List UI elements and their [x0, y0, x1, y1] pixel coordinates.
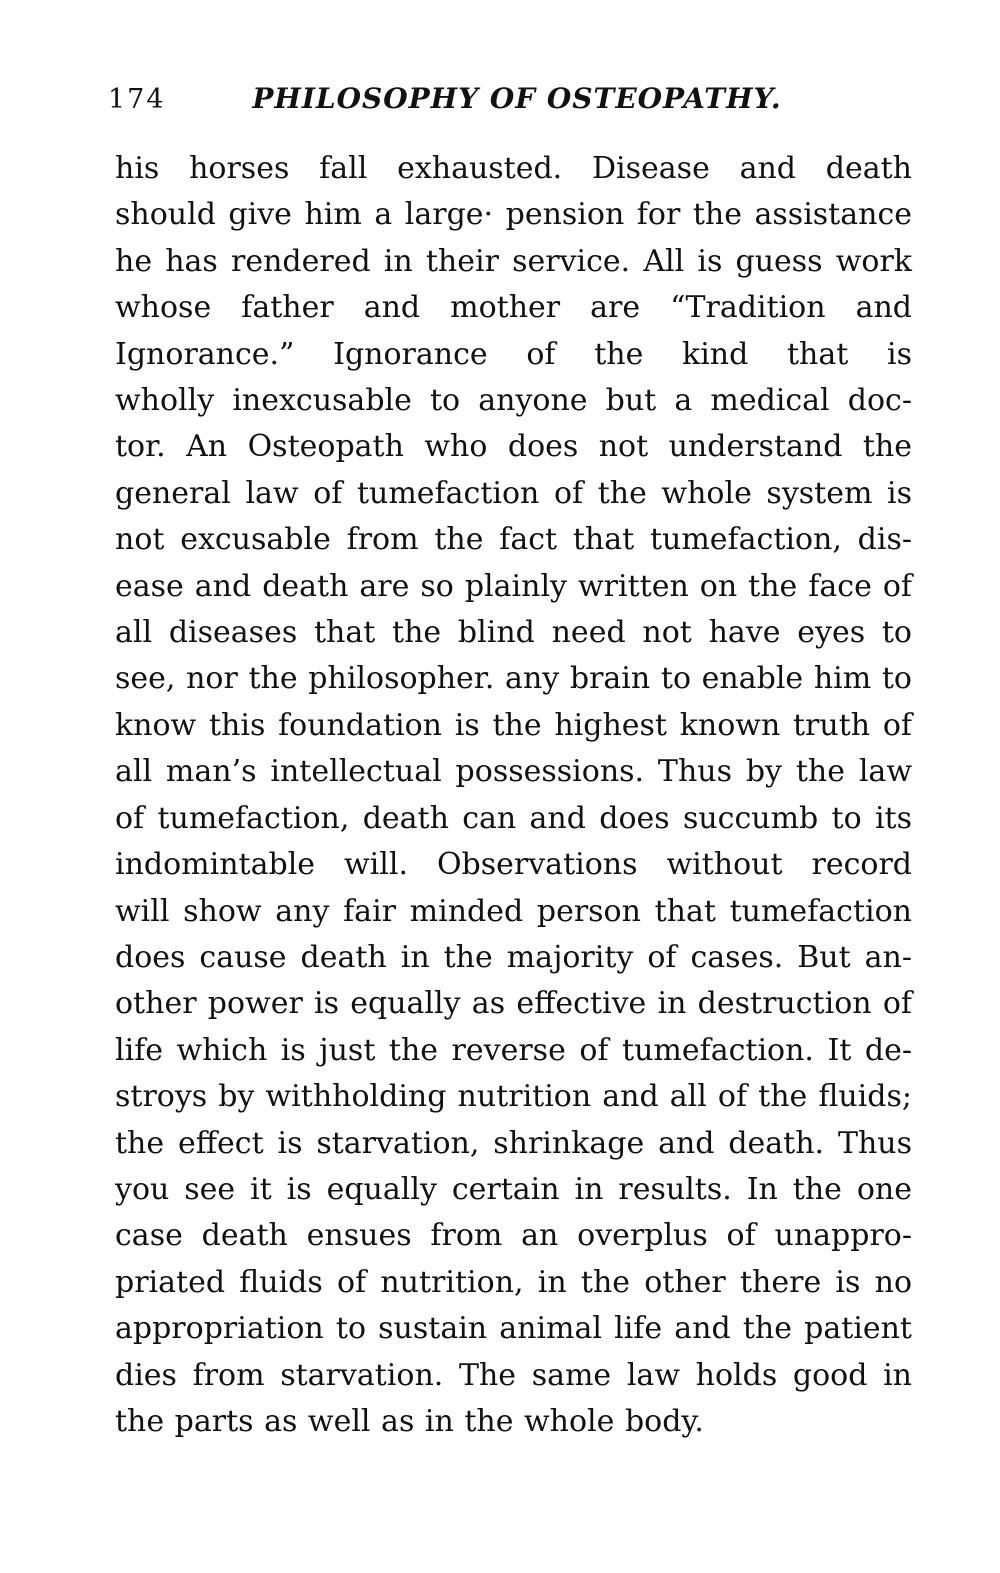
text-line: life which is just the reverse of tumefaction. It de- [115, 1032, 912, 1068]
text-line: priated fluids of nutrition, in the other there is no [115, 1264, 912, 1300]
text-line: the effect is starvation, shrinkage and death. Thus [115, 1125, 912, 1161]
text-line: will show any fair minded person that tumefaction [115, 893, 912, 929]
text-line: the parts as well as in the whole body. [115, 1403, 704, 1439]
text-line: general law of tumefaction of the whole system is [115, 475, 912, 511]
text-line: case death ensues from an overplus of unappro- [115, 1218, 912, 1254]
text-line: wholly inexcusable to anyone but a medical doc- [115, 383, 912, 419]
text-line: stroys by withholding nutrition and all of the fluids; [115, 1079, 912, 1115]
page-header [0, 82, 1000, 118]
text-line: he has rendered in their service. All is guess work [115, 243, 912, 279]
text-line: ease and death are so plainly written on the face of [115, 568, 912, 604]
text-line: dies from starvation. The same law holds good in [115, 1357, 912, 1393]
text-line: other power is equally as effective in destruction of [115, 986, 912, 1022]
text-line: tor. An Osteopath who does not understand the [115, 429, 912, 465]
text-line: you see it is equally certain in results. In the one [115, 1171, 912, 1207]
text-line: whose father and mother are “Tradition and [115, 290, 912, 326]
text-line: all man’s intellectual possessions. Thus by the law [115, 754, 912, 790]
page-number: 174 [108, 84, 166, 115]
text-line: not excusable from the fact that tumefaction, dis- [115, 522, 912, 558]
text-line: should give him a large· pension for the assistance [115, 197, 912, 233]
text-line: see, nor the philosopher. any brain to enable him to [115, 661, 912, 697]
text-line: appropriation to sustain animal life and the patient [115, 1311, 912, 1347]
text-line: of tumefaction, death can and does succumb to its [115, 800, 912, 836]
page-title: PHILOSOPHY OF OSTEOPATHY. [252, 82, 782, 115]
text-line: indomintable will. Observations without record [115, 847, 912, 883]
text-line: Ignorance.” Ignorance of the kind that is [115, 336, 912, 372]
text-line: his horses fall exhausted. Disease and death [115, 151, 912, 186]
body-text [115, 146, 912, 1445]
text-line: all diseases that the blind need not have eyes to [115, 615, 912, 651]
text-line: does cause death in the majority of cases. But an- [115, 939, 912, 975]
text-line: know this foundation is the highest known truth of [115, 707, 912, 743]
